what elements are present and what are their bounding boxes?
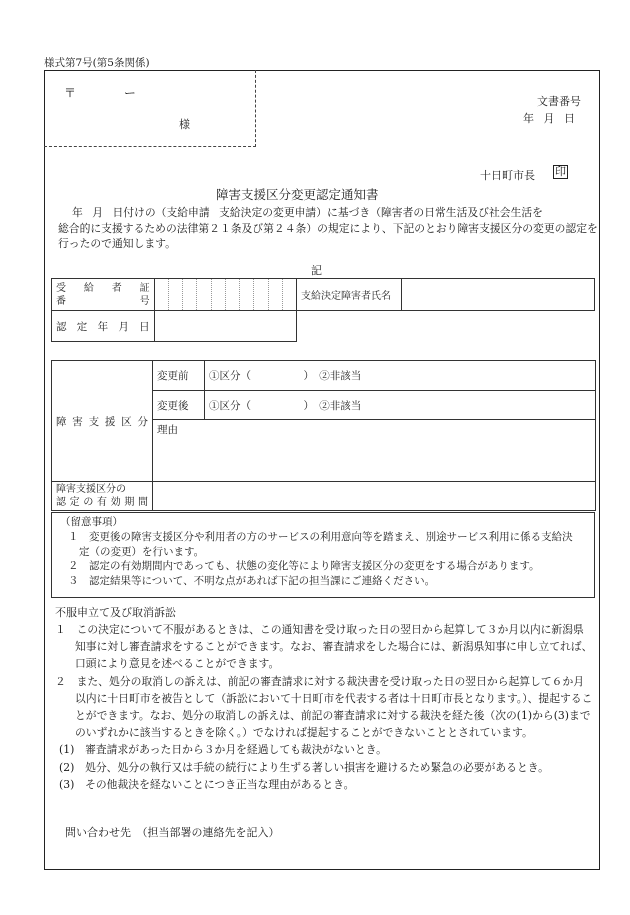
appeal-line: １ この決定について不服があるときは、この通知書を受け取った日の翌日から起算して３か月以内に新潟県 — [55, 623, 584, 636]
appeal-line: とができます。なお、処分の取消しの訴えは、前記の審査請求に対する裁決を経た後（次の(1)から(3)まで — [75, 709, 591, 723]
cert-digit-cell[interactable] — [183, 279, 197, 311]
appeal-subitem: (1) 審査請求があった日から３か月を経過しても裁決がないとき。 — [59, 743, 387, 757]
appeal-line: 口頭により意見を述べることができます。 — [75, 657, 280, 671]
intro-paragraph: 年 月 日付けの（支給申請 支給決定の変更申請）に基づき（障害者の日常生活及び社会生活を 総合的に支援するための法律第２１条及び第２４条）の規定により、下記のとおり障害支援区分の変更の認定を 行ったので通知します。 — [58, 206, 598, 250]
note-item: ３ 認定結果等について、不明な点があれば下記の担当課にご連絡ください。 — [68, 575, 436, 588]
certificate-number-label: 受 給 者 証 番 号 — [52, 279, 155, 311]
ki-label: 記 — [311, 264, 322, 277]
address-box — [44, 70, 256, 147]
appeal-subitem: (3) その他裁決を経ないことにつき正当な理由があるとき。 — [59, 777, 355, 791]
validity-period-label: 障害支援区分の 認定の有効期間 — [52, 482, 153, 511]
before-change-options[interactable]: ①区分（ ） ②非該当 — [205, 361, 596, 391]
appeal-subitem: (2) 処分、処分の執行又は手続の続行により生ずる著しい損害を避けるため緊急の必要があるとき。 — [59, 760, 549, 774]
cert-digit-cell[interactable] — [197, 279, 211, 311]
certificate-table — [51, 278, 595, 342]
appeal-line: ２ また、処分の取消しの訴えは、前記の審査請求に対する裁決書を受け取った日の翌日から起算して６か月 — [55, 674, 585, 688]
issue-date: 年 月 日 — [523, 112, 575, 125]
recipient-name-field[interactable] — [401, 279, 594, 311]
notes-section — [60, 515, 590, 589]
appeal-line: 知事に対し審査請求をすることができます。なお、審査請求をした場合には、新潟県知事に申し立てれば、 — [75, 640, 593, 654]
certification-date-field[interactable] — [154, 311, 296, 342]
issuer-name: 十日町市長 — [480, 169, 535, 182]
validity-period-field[interactable] — [153, 482, 596, 511]
appeal-line: 以内に十日町市を被告として（訴訟において十日町市を代表する者は十日町市長となります。）、提起するこ — [75, 691, 593, 705]
note-item: １ 変更後の障害支援区分や利用者の方のサービスの利用意向等を踏まえ、別途サービス利用に係る支給決 — [68, 530, 573, 543]
before-change-label: 変更前 — [153, 361, 205, 391]
after-change-label: 変更後 — [153, 391, 205, 420]
notes-heading: （留意事項） — [60, 516, 123, 528]
page-title: 障害支援区分変更認定通知書 — [216, 187, 379, 202]
blank-area — [297, 311, 595, 342]
support-category-table — [51, 360, 596, 511]
note-item: ２ 認定の有効期間内であっても、状態の変化等により障害支援区分の変更をする場合があります。 — [68, 560, 540, 573]
note-item: 定（の変更）を行います。 — [79, 545, 205, 558]
reason-label: 理由 — [157, 424, 178, 436]
recipient-name-label: 支給決定障害者氏名 — [297, 279, 402, 311]
contact-info: 問い合わせ先 （担当部署の連絡先を記入） — [65, 826, 280, 839]
cert-digit-cell[interactable] — [211, 279, 225, 311]
postal-code: 〒 ー — [64, 86, 158, 100]
issuer-seal: 印 — [555, 165, 566, 178]
cert-digit-cell[interactable] — [154, 279, 168, 311]
cert-digit-cell[interactable] — [282, 279, 296, 311]
form-number: 様式第7号(第5条関係) — [44, 57, 150, 69]
cert-digit-cell[interactable] — [268, 279, 282, 311]
appeal-line: のいずれかに該当するときを除く。）でなければ提起することができないこととされています。 — [75, 726, 533, 740]
document-number-label: 文書番号 — [537, 95, 581, 108]
certification-date-label: 認 定 年 月 日 — [52, 311, 155, 342]
cert-digit-cell[interactable] — [168, 279, 182, 311]
support-category-label: 障 害 支 援 区 分 — [52, 361, 153, 482]
recipient-sama: 様 — [179, 118, 190, 131]
cert-digit-cell[interactable] — [240, 279, 254, 311]
cert-digit-cell[interactable] — [254, 279, 268, 311]
appeal-heading: 不服申立て及び取消訴訟 — [55, 606, 176, 619]
reason-field[interactable] — [153, 420, 596, 482]
cert-digit-cell[interactable] — [225, 279, 239, 311]
after-change-options[interactable]: ①区分（ ） ②非該当 — [205, 391, 596, 420]
appeal-section — [55, 621, 600, 793]
